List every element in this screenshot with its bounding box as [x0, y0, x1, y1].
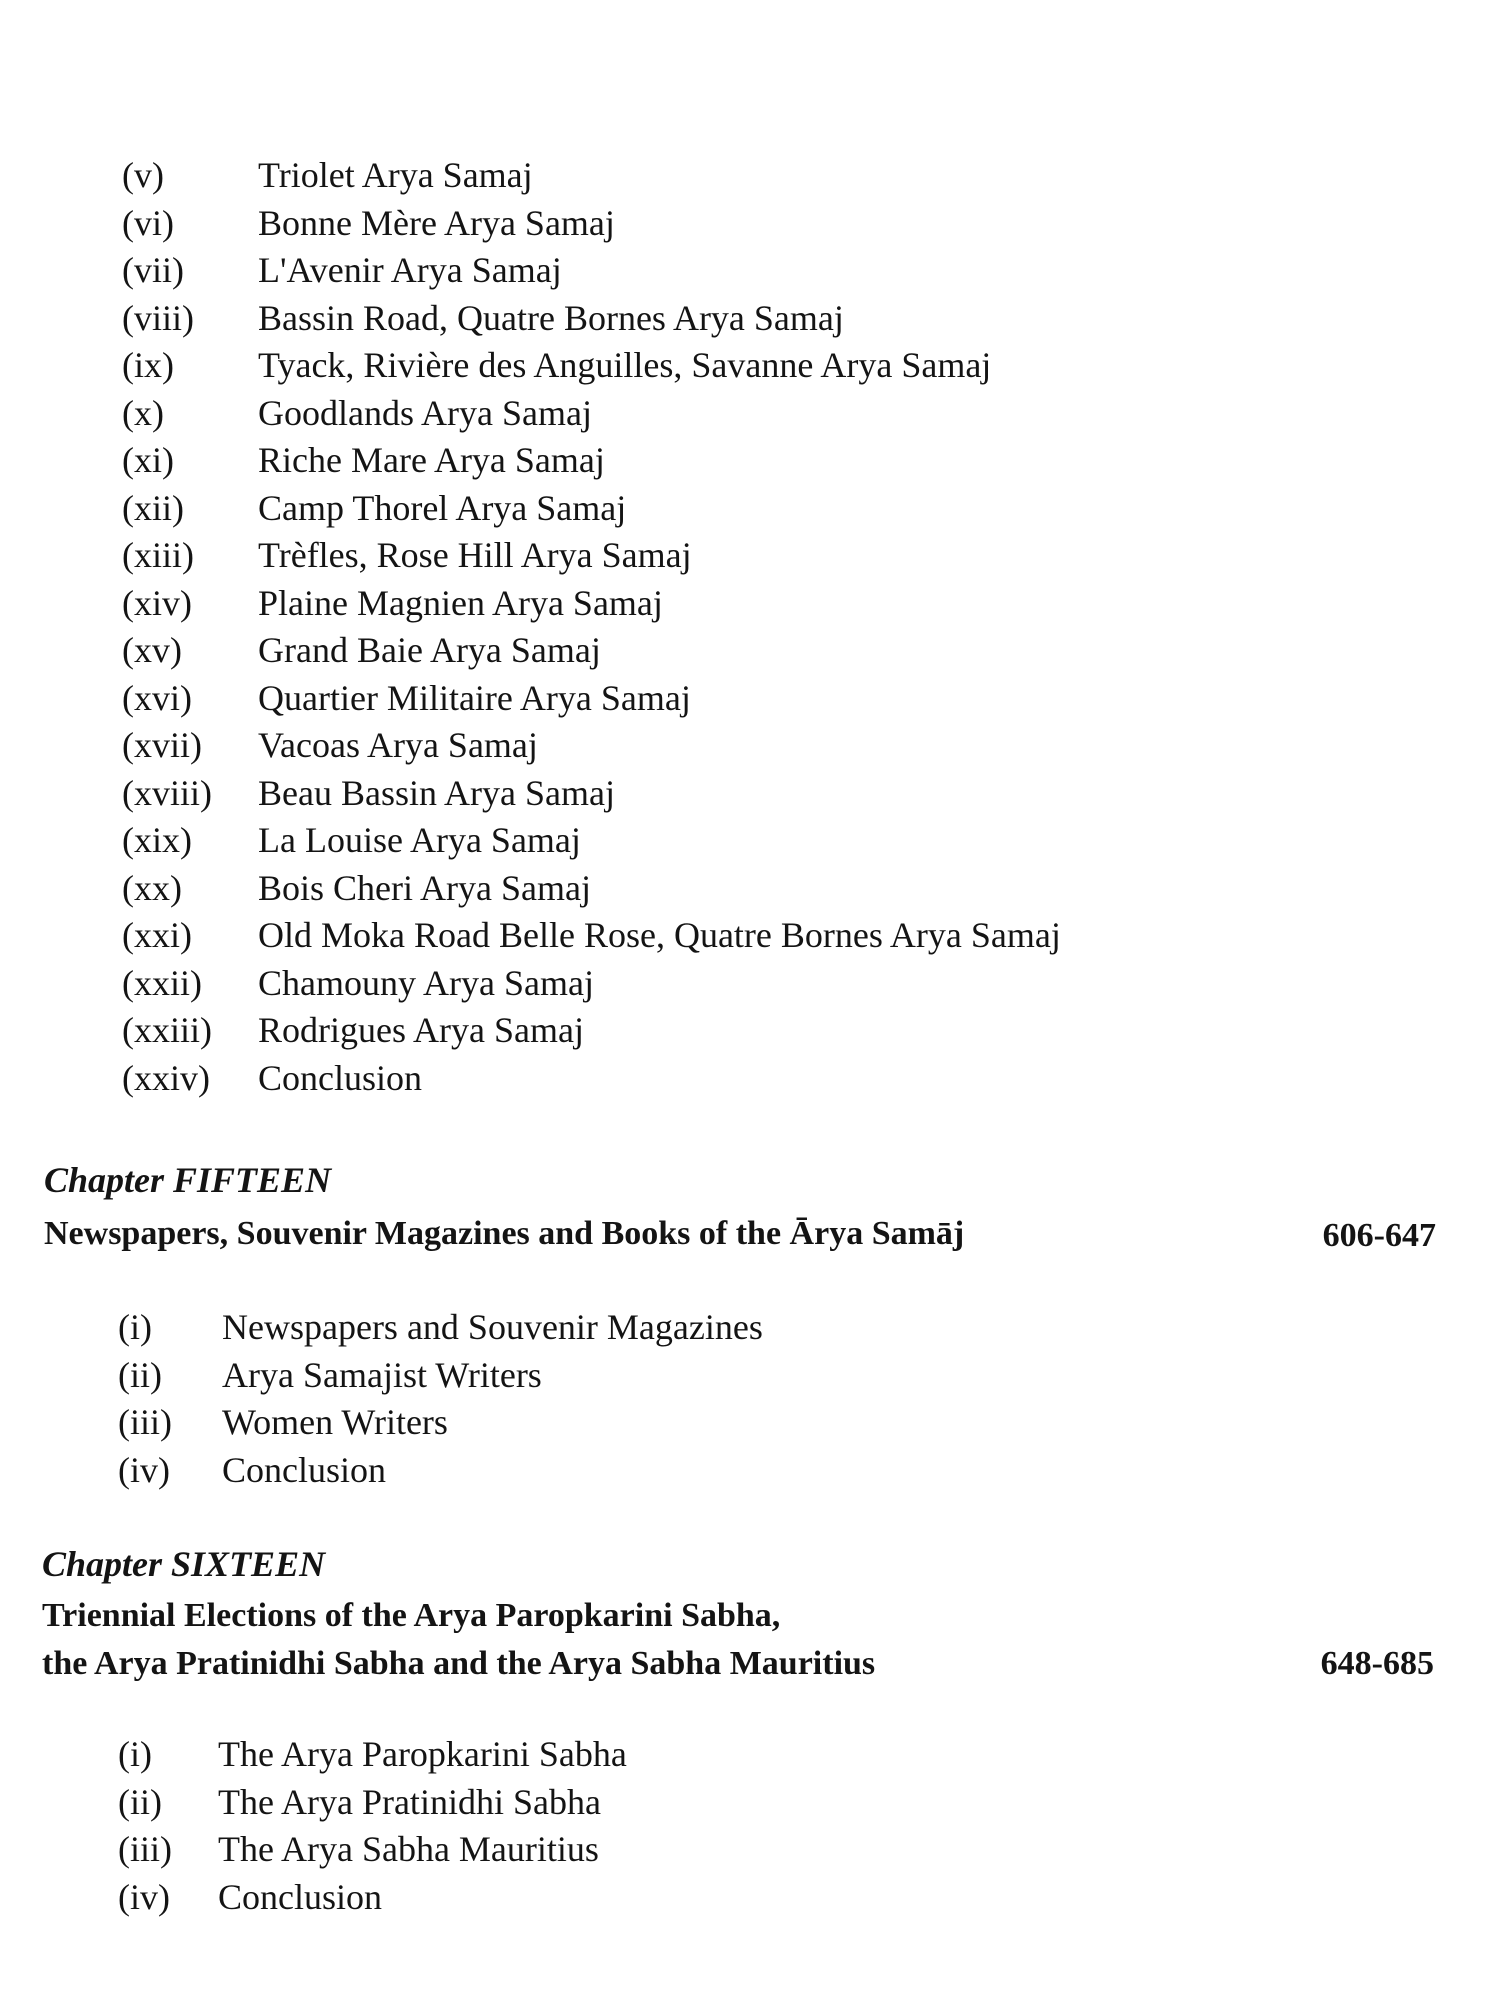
entry-title: Grand Baie Arya Samaj: [258, 630, 601, 670]
entry-title: Tyack, Rivière des Anguilles, Savanne Arya Samaj: [258, 345, 992, 385]
entry-title: L'Avenir Arya Samaj: [258, 250, 562, 290]
entry-number: (xx): [122, 867, 182, 908]
entry-number: (xii): [122, 487, 184, 528]
entry-number: (ii): [118, 1354, 162, 1395]
entry-title: Trèfles, Rose Hill Arya Samaj: [258, 535, 692, 575]
entry-number: (vi): [122, 202, 174, 243]
chapter-fifteen-page-range: 606-647: [1322, 1217, 1436, 1254]
entry-number: (ii): [118, 1781, 162, 1822]
entry-number: (xi): [122, 440, 174, 480]
entry-title: Triolet Arya Samaj: [258, 155, 533, 195]
entry-number: (xxiii): [122, 1010, 212, 1050]
entry-title: The Arya Pratinidhi Sabha: [218, 1781, 601, 1822]
entry-title: Camp Thorel Arya Samaj: [258, 487, 627, 528]
entry-number: (v): [122, 155, 164, 195]
entry-number: (iv): [118, 1876, 170, 1917]
entry-number: (i): [118, 1734, 152, 1774]
entry-title: La Louise Arya Samaj: [258, 820, 581, 860]
chapter-sixteen-title-line-2: the Arya Pratinidhi Sabha and the Arya Sabha Mauritius: [42, 1645, 876, 1682]
chapter-sixteen-title: [42, 1592, 875, 1688]
entry-title: Riche Mare Arya Samaj: [258, 440, 605, 480]
entry-title: Arya Samajist Writers: [222, 1354, 542, 1395]
entry-title: The Arya Sabha Mauritius: [218, 1829, 599, 1869]
entry-title: Conclusion: [258, 1057, 423, 1098]
entry-number: (vii): [122, 250, 184, 290]
entry-number: (i): [118, 1307, 152, 1347]
entry-number: (xv): [122, 630, 182, 670]
entry-title: Bois Cheri Arya Samaj: [258, 867, 591, 908]
entry-title: Bassin Road, Quatre Bornes Arya Samaj: [258, 297, 844, 338]
entry-number: (xviii): [122, 772, 212, 813]
chapter-fifteen-label: Chapter FIFTEEN: [44, 1160, 332, 1200]
entry-number: (xxi): [122, 915, 192, 955]
entry-number: (viii): [122, 297, 194, 338]
chapter-sixteen-page-range: 648-685: [1320, 1645, 1434, 1682]
entry-title: Conclusion: [218, 1876, 383, 1917]
entry-number: (x): [122, 392, 164, 433]
chapter-sixteen-label: Chapter SIXTEEN: [42, 1544, 326, 1584]
chapter-fifteen-title: Newspapers, Souvenir Magazines and Books of the Ārya Samāj: [44, 1215, 965, 1252]
entry-number: (xix): [122, 820, 192, 860]
entry-title: Conclusion: [222, 1449, 387, 1490]
entry-number: (iii): [118, 1402, 172, 1442]
entry-title: Goodlands Arya Samaj: [258, 392, 592, 433]
entry-number: (iii): [118, 1829, 172, 1869]
entry-title: Chamouny Arya Samaj: [258, 962, 594, 1003]
entry-title: Women Writers: [222, 1402, 448, 1442]
entry-number: (xiii): [122, 535, 194, 575]
entry-number: (iv): [118, 1449, 170, 1490]
entry-number: (xiv): [122, 582, 192, 623]
entry-title: Bonne Mère Arya Samaj: [258, 202, 615, 243]
chapter-sixteen-title-line-1: Triennial Elections of the Arya Paropkarini Sabha,: [42, 1597, 781, 1634]
entry-title: Plaine Magnien Arya Samaj: [258, 582, 663, 623]
entry-number: (xxiv): [122, 1057, 210, 1098]
entry-number: (xvi): [122, 677, 192, 718]
entry-title: Beau Bassin Arya Samaj: [258, 772, 615, 813]
entry-title: The Arya Paropkarini Sabha: [218, 1734, 627, 1774]
entry-title: Old Moka Road Belle Rose, Quatre Bornes Arya Samaj: [258, 915, 1061, 955]
entry-title: Vacoas Arya Samaj: [258, 725, 538, 765]
entry-number: (ix): [122, 345, 174, 385]
entry-number: (xxii): [122, 962, 202, 1003]
entry-title: Quartier Militaire Arya Samaj: [258, 677, 691, 718]
entry-title: Newspapers and Souvenir Magazines: [222, 1307, 763, 1347]
entry-number: (xvii): [122, 725, 202, 765]
entry-title: Rodrigues Arya Samaj: [258, 1010, 584, 1050]
